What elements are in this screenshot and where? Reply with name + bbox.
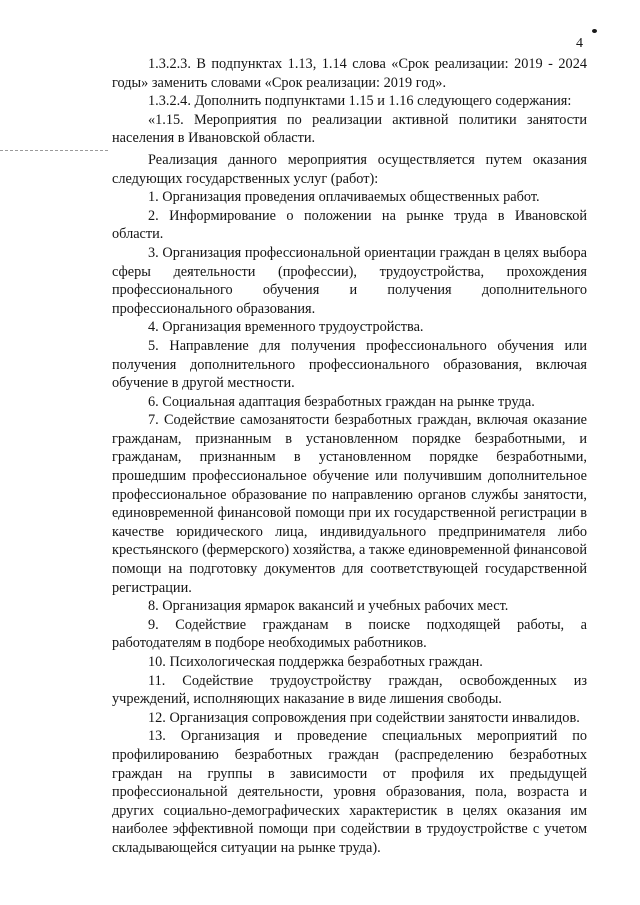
paragraph-1-3-2-3: 1.3.2.3. В подпунктах 1.13, 1.14 слова «Срок реализации: 2019 - 2024 годы» заменить словами «Срок реализации: 2019 год». [112, 56, 587, 91]
paragraph-1-15: «1.15. Мероприятия по реализации активной политики занятости населения в Ивановской области. [112, 111, 587, 147]
list-item-3: 3. Организация профессиональной ориентации граждан в целях выбора сферы деятельности (профессии), трудоустройства, прохождения профессионального обучения и получения дополнительного профессионального образования. [112, 244, 587, 317]
list-item-1: 1. Организация проведения оплачиваемых общественных работ. [148, 189, 540, 206]
list-item-4: 4. Организация временного трудоустройства. [148, 319, 424, 336]
list-item-8: 8. Организация ярмарок вакансий и учебных рабочих мест. [148, 598, 509, 615]
list-item-10: 10. Психологическая поддержка безработных граждан. [148, 654, 483, 670]
list-item-9: 9. Содействие гражданам в поиске подходящей работы, а работодателям в подборе необходимых работников. [112, 616, 587, 652]
paragraph-1-3-2-4: 1.3.2.4. Дополнить подпунктами 1.15 и 1.16 следующего содержания: [148, 93, 572, 110]
list-item-12: 12. Организация сопровождения при содействии занятости инвалидов. [148, 709, 580, 726]
list-item-13: 13. Организация и проведение специальных мероприятий по профилированию безработных граждан (распределению безработных граждан на группы в зависимости от профиля их предыдущей профессиональной деятельности, уровня образования, пола, возраста и других социально-демографических характеристик в целях оказания им наиболее эффективной помощи при содействии в трудоустройстве с учетом складывающейся ситуации на рынке труда). [112, 728, 587, 856]
scan-artifact-line [0, 150, 108, 151]
page-number: 4 [576, 36, 583, 51]
list-item-7: 7. Содействие самозанятости безработных граждан, включая оказание гражданам, признанным в установленном порядке безработными, и гражданам, признанным в установленном порядке безработными, прошедшим профессиональное обучение или получившим дополнительное профессиональное образование по направлению органов службы занятости, единовременной финансовой помощи при их государственной регистрации в качестве юридического лица, индивидуального предпринимателя либо крестьянского (фермерского) хозяйства, а также единовременной финансовой помощи на подготовку документов для соответствующей государственной регистрации. [112, 412, 587, 596]
document-body [112, 55, 587, 858]
list-item-11: 11. Содействие трудоустройству граждан, освобожденных из учреждений, исполняющих наказание в виде лишения свободы. [112, 672, 587, 708]
list-item-2: 2. Информирование о положении на рынке труда в Ивановской области. [112, 207, 587, 243]
paragraph-intro: Реализация данного мероприятия осуществляется путем оказания следующих государственных услуг (работ): [112, 151, 587, 187]
list-item-6: 6. Социальная адаптация безработных граждан на рынке труда. [148, 393, 535, 410]
list-item-5: 5. Направление для получения профессионального обучения или получения дополнительного профессионального образования, включая обучение в другой местности. [112, 337, 587, 392]
scan-speck [592, 29, 597, 33]
